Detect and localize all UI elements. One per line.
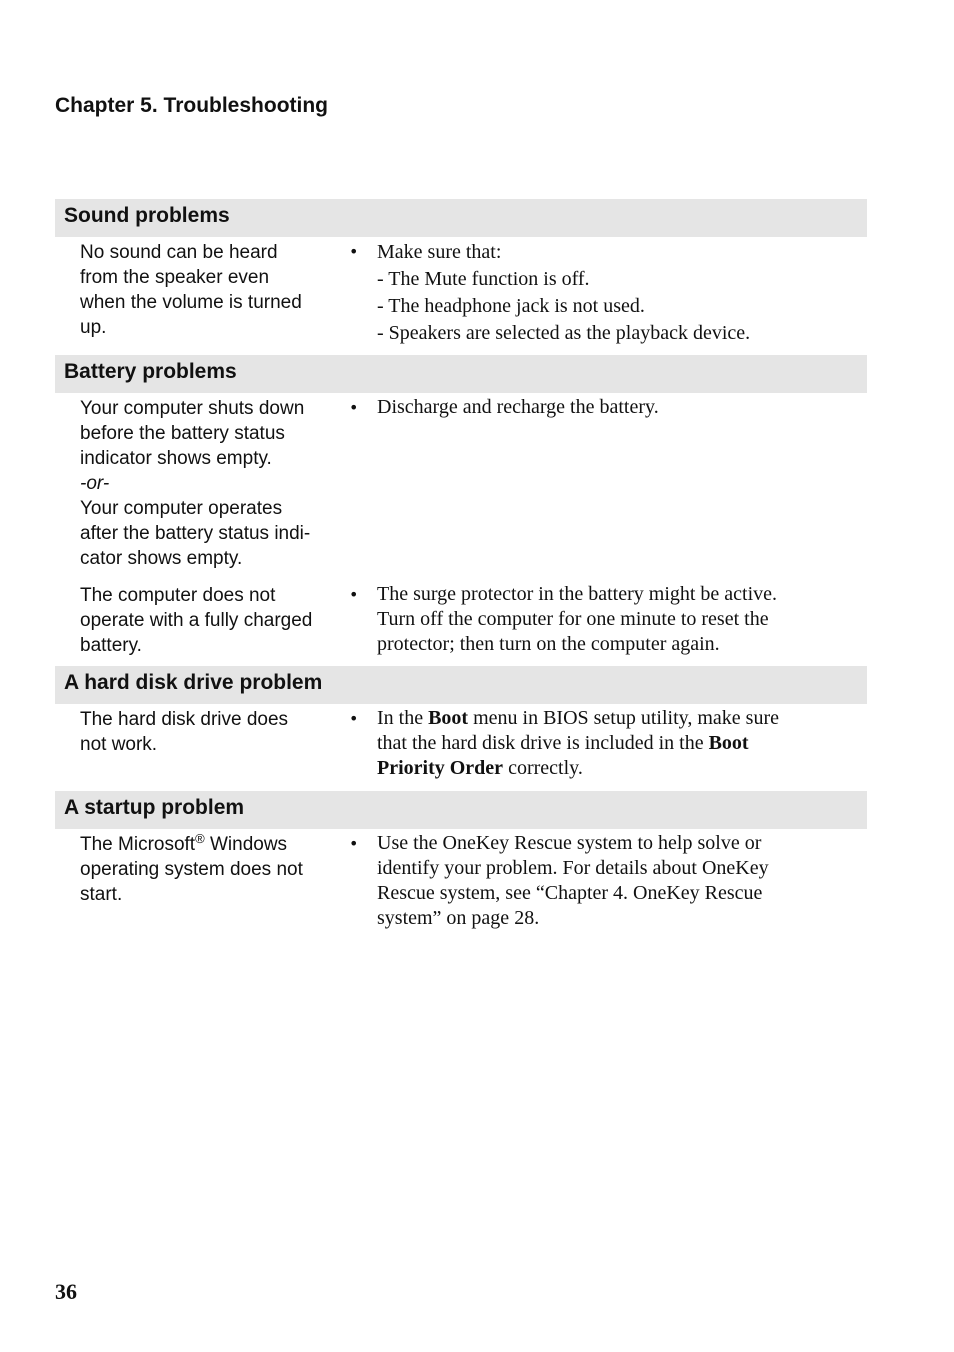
problem-line: battery. xyxy=(80,635,142,656)
problem-line: when the volume is turned xyxy=(80,292,302,313)
section-header-battery: Battery problems xyxy=(55,355,867,393)
section-header-sound: Sound problems xyxy=(55,199,867,237)
boot-priority-term: Boot xyxy=(708,732,749,754)
boot-menu-term: Boot xyxy=(428,707,469,729)
solution-line: Discharge and recharge the battery. xyxy=(377,396,659,418)
problem-line: operate with a fully charged xyxy=(80,610,313,631)
solution-line: protector; then turn on the computer again. xyxy=(377,633,720,655)
problem-line: not work. xyxy=(80,734,158,755)
problem-line: up. xyxy=(80,317,107,338)
issue-row-shuts-down xyxy=(55,393,867,580)
issue-row-not-operate-charged xyxy=(55,580,867,666)
text-run: correctly. xyxy=(503,757,583,779)
solution-line: Use the OneKey Rescue system to help solve or xyxy=(377,832,762,854)
issue-row-startup xyxy=(55,829,867,949)
solution-text xyxy=(377,395,857,420)
solution-line: - Speakers are selected as the playback device. xyxy=(377,322,751,344)
problem-line: Your computer shuts down xyxy=(80,398,305,419)
problem-description xyxy=(80,583,332,658)
solution-text xyxy=(377,831,857,931)
problem-description xyxy=(80,707,332,757)
problem-line: start. xyxy=(80,884,123,905)
problem-description xyxy=(80,240,332,340)
problem-line xyxy=(80,832,332,857)
problem-line: The hard disk drive does xyxy=(80,709,289,730)
solution-line: system” on page 28. xyxy=(377,907,540,929)
issue-row-hard-disk xyxy=(55,704,867,791)
solution-text xyxy=(377,582,857,657)
problem-line: from the speaker even xyxy=(80,267,270,288)
problem-description xyxy=(80,832,332,907)
problem-line: Your computer operates xyxy=(80,498,283,519)
problem-or-separator: -or- xyxy=(80,473,110,494)
text-run: The Microsoft xyxy=(80,834,196,855)
solution-line: The surge protector in the battery might be active. xyxy=(377,583,778,605)
problem-line: before the battery status xyxy=(80,423,285,444)
issue-row-no-sound xyxy=(55,237,867,355)
problem-line: The computer does not xyxy=(80,585,276,606)
bullet-icon: • xyxy=(349,585,359,604)
solution-line: - The headphone jack is not used. xyxy=(377,295,645,317)
section-header-hard-disk: A hard disk drive problem xyxy=(55,666,867,704)
bullet-icon: • xyxy=(349,242,359,261)
bullet-icon: • xyxy=(349,709,359,728)
solution-line xyxy=(377,706,857,731)
text-run: Windows xyxy=(204,834,288,855)
bullet-icon: • xyxy=(349,398,359,417)
text-run: that the hard disk drive is included in the xyxy=(377,732,709,754)
text-run: menu in BIOS setup utility, make sure xyxy=(468,707,779,729)
solution-text xyxy=(377,239,857,347)
registered-mark: ® xyxy=(195,831,205,846)
problem-description xyxy=(80,396,332,571)
section-header-startup: A startup problem xyxy=(55,791,867,829)
solution-line xyxy=(377,731,857,756)
solution-line: Turn off the computer for one minute to reset the xyxy=(377,608,769,630)
bullet-icon: • xyxy=(349,834,359,853)
chapter-title: Chapter 5. Troubleshooting xyxy=(55,94,329,117)
priority-order-term: Priority Order xyxy=(377,757,504,779)
solution-text xyxy=(377,706,857,781)
text-run: In the xyxy=(377,707,429,729)
problem-line: indicator shows empty. xyxy=(80,448,272,469)
solution-line: Make sure that: xyxy=(377,241,502,263)
solution-line: - The Mute function is off. xyxy=(377,268,590,290)
problem-line: operating system does not xyxy=(80,859,303,880)
solution-line: identify your problem. For details about OneKey xyxy=(377,857,769,879)
problem-line: cator shows empty. xyxy=(80,548,243,569)
solution-line: Rescue system, see “Chapter 4. OneKey Rescue xyxy=(377,882,763,904)
troubleshooting-table xyxy=(55,199,867,949)
problem-line: No sound can be heard xyxy=(80,242,278,263)
page-number: 36 xyxy=(55,1279,77,1304)
solution-line xyxy=(377,756,857,781)
problem-line: after the battery status indi- xyxy=(80,523,311,544)
